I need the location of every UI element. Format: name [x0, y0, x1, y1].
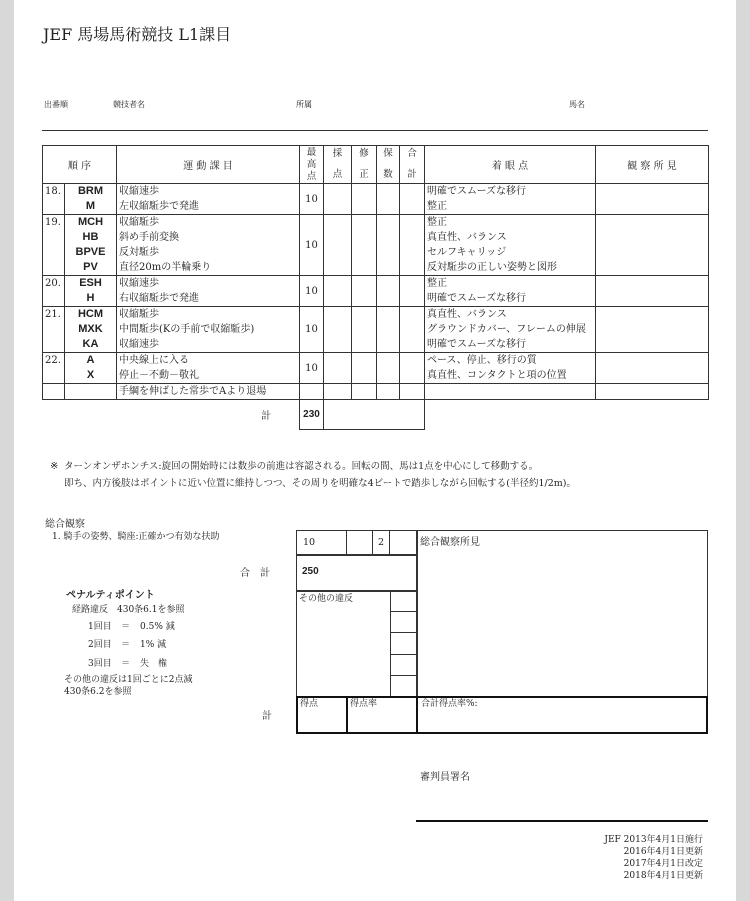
movement-code: HCM — [77, 308, 104, 320]
divider — [390, 590, 391, 697]
movement-text: 右収縮駈歩で発進 — [119, 293, 199, 304]
subtotal-empty-cell — [324, 400, 425, 430]
exit-row — [43, 384, 709, 400]
divider — [390, 654, 416, 655]
note-line-2: 即ち、内方後肢はポイントに近い位置に維持しつつ、その周りを明確な4ビートで踏歩しながら回転する(半径約1/2m)。 — [64, 478, 576, 489]
coefficient-cell — [377, 353, 400, 384]
divider — [390, 611, 416, 612]
revision-history — [604, 834, 703, 882]
header-total: 合 計 — [400, 146, 425, 184]
revision-line: 2016年4月1日更新 — [623, 847, 703, 857]
remarks-cell — [596, 276, 709, 307]
grand-total-label: 合 計 — [240, 568, 270, 579]
grand-total-value: 250 — [302, 566, 319, 577]
max-points: 10 — [300, 307, 324, 353]
divider — [372, 530, 373, 555]
subtotal-label: 計 — [261, 411, 271, 423]
row-number: 21. — [45, 309, 61, 320]
divider — [346, 530, 347, 555]
subtotal-value: 230 — [300, 400, 324, 430]
signature-line — [416, 820, 708, 822]
rider-label: 競技者名 — [113, 100, 145, 109]
movement-text: 斜め手前変換 — [119, 232, 179, 243]
divider — [346, 696, 348, 732]
score-cell — [324, 215, 352, 276]
penalty-1-value: 0.5% 減 — [140, 622, 175, 632]
directive-text: 真直性、コンタクトと項の位置 — [427, 370, 567, 381]
movement-code: PV — [83, 261, 98, 273]
collective-coefficient: 2 — [378, 537, 385, 548]
max-points: 10 — [300, 184, 324, 215]
divider — [389, 530, 390, 555]
row-number: 22. — [45, 355, 61, 366]
correction-cell — [352, 184, 377, 215]
movement-text: 収縮駈歩 — [119, 309, 159, 320]
movement-row-22 — [43, 353, 709, 384]
movement-code: HB — [82, 231, 99, 243]
score-cell — [324, 276, 352, 307]
divider — [416, 696, 418, 732]
header-order: 順 序 — [43, 146, 117, 184]
total-cell — [400, 215, 425, 276]
score-cell — [324, 353, 352, 384]
total-cell — [400, 184, 425, 215]
score-label: 得点 — [300, 699, 319, 709]
revision-line: JEF 2013年4月1日施行 — [604, 835, 703, 845]
directive-text: セルフキャリッジ — [427, 247, 507, 258]
movements-table — [42, 145, 709, 430]
collective-title: 総合観察 — [45, 519, 85, 530]
movement-text: 収縮駈歩 — [119, 217, 159, 228]
right-page-edge — [736, 0, 750, 901]
directive-text: グラウンドカバー、フレームの伸展 — [427, 324, 586, 335]
movement-text: 収縮速歩 — [119, 278, 159, 289]
movement-text: 収縮速歩 — [119, 186, 159, 197]
score-cell — [324, 307, 352, 353]
remarks-cell — [596, 184, 709, 215]
correction-cell — [352, 307, 377, 353]
row-number: 19. — [45, 217, 61, 228]
note-mark: ※ — [50, 461, 59, 472]
header-movement: 運 動 課 目 — [117, 146, 300, 184]
penalty-3-value: 失 権 — [140, 659, 168, 669]
movement-text: 中間駈歩(Kの手前で収縮駈歩) — [119, 324, 255, 335]
movement-text: 中央線上に入る — [119, 355, 189, 366]
subtotal-row — [43, 400, 709, 430]
percentage-label: 得点率 — [350, 699, 378, 709]
penalty-2-eq: ＝ — [121, 640, 131, 650]
movement-code: ESH — [79, 277, 102, 289]
movement-code: A — [86, 354, 95, 366]
movement-row-19 — [43, 215, 709, 276]
revision-line: 2017年4月1日改定 — [623, 859, 703, 869]
other-errors-label: その他の違反 — [299, 594, 354, 604]
header-max: 最 高 点 — [300, 146, 324, 184]
penalty-3-eq: ＝ — [121, 659, 131, 669]
remarks-cell — [596, 307, 709, 353]
header-rule — [42, 130, 708, 131]
other-errors-box — [296, 590, 418, 698]
header-coefficient: 保 数 — [377, 146, 400, 184]
movement-code: MXK — [78, 323, 103, 335]
penalty-2-label: 2回目 — [88, 640, 112, 650]
movement-text: 直径20mの半輪乗り — [119, 262, 212, 273]
directive-text: 整正 — [427, 201, 447, 212]
penalty-3-label: 3回目 — [88, 659, 112, 669]
coefficient-cell — [377, 184, 400, 215]
movement-text: 左収縮駈歩で発進 — [119, 201, 199, 212]
movement-code: BPVE — [75, 246, 106, 258]
penalty-other-2: 430条6.2を参照 — [64, 687, 132, 697]
movement-row-18 — [43, 184, 709, 215]
left-page-edge — [0, 0, 14, 901]
row-number: 18. — [45, 186, 61, 197]
correction-cell — [352, 215, 377, 276]
affiliation-label: 所属 — [296, 100, 312, 109]
coefficient-cell — [377, 307, 400, 353]
note-line-1: ターンオンザホンチス:旋回の開始時には数歩の前進は容認される。回転の間、馬は1点を中心にして移動する。 — [64, 461, 539, 472]
directive-text: 真直性、バランス — [427, 309, 507, 320]
divider — [390, 675, 416, 676]
directive-text: ペース、停止、移行の質 — [427, 355, 537, 366]
movement-text: 反対駈歩 — [119, 247, 159, 258]
max-points: 10 — [300, 276, 324, 307]
directive-text: 整正 — [427, 278, 447, 289]
remarks-cell — [596, 353, 709, 384]
header-score: 採 点 — [324, 146, 352, 184]
judge-signature-label: 審判員署名 — [420, 772, 470, 783]
directive-text: 明確でスムーズな移行 — [427, 339, 526, 350]
correction-cell — [352, 353, 377, 384]
movement-code: H — [86, 292, 95, 304]
exit-text: 手綱を伸ばした常歩でAより退場 — [119, 386, 267, 397]
movement-code: M — [85, 200, 96, 212]
divider — [390, 632, 416, 633]
max-points: 10 — [300, 353, 324, 384]
directive-text: 真直性、バランス — [427, 232, 507, 243]
max-points: 10 — [300, 215, 324, 276]
total-cell — [400, 353, 425, 384]
movement-code: X — [86, 369, 95, 381]
penalty-2-value: 1% 減 — [140, 640, 167, 650]
total-percentage-label: 合計得点率%: — [421, 699, 478, 709]
movement-text: 収縮速歩 — [119, 339, 159, 350]
coefficient-cell — [377, 276, 400, 307]
table-header-row — [43, 146, 709, 184]
row-number: 20. — [45, 278, 61, 289]
header-directive: 着 眼 点 — [425, 146, 596, 184]
total-cell — [400, 307, 425, 353]
penalty-title: ペナルティポイント — [66, 590, 155, 601]
revision-line: 2018年4月1日更新 — [623, 871, 703, 881]
header-correction: 修 正 — [352, 146, 377, 184]
penalty-1-label: 1回目 — [88, 622, 112, 632]
collective-max: 10 — [303, 537, 316, 548]
penalty-1-eq: ＝ — [121, 622, 131, 632]
total-cell — [400, 276, 425, 307]
start-no-label: 出番順 — [44, 100, 68, 109]
directive-text: 明確でスムーズな移行 — [427, 293, 526, 304]
page-title: JEF 馬場馬術競技 L1課目 — [43, 25, 232, 44]
movement-row-20 — [43, 276, 709, 307]
directive-text: 明確でスムーズな移行 — [427, 186, 526, 197]
overall-remarks-label: 総合観察所見 — [420, 537, 480, 548]
score-cell — [324, 184, 352, 215]
collective-item: 1. 騎手の姿勢、騎座:正確かつ有効な扶助 — [52, 532, 220, 542]
header-remarks: 観 察 所 見 — [596, 146, 709, 184]
movement-row-21 — [43, 307, 709, 353]
directive-text: 整正 — [427, 217, 447, 228]
overall-remarks-box — [416, 530, 708, 698]
movement-text: 停止－不動－敬礼 — [119, 370, 199, 381]
movement-code: KA — [82, 338, 99, 350]
remarks-cell — [596, 215, 709, 276]
correction-cell — [352, 276, 377, 307]
horse-label: 馬名 — [569, 100, 585, 109]
coefficient-cell — [377, 215, 400, 276]
penalty-other-1: その他の違反は1回ごとに2点減 — [64, 675, 193, 685]
movement-code: MCH — [77, 216, 104, 228]
final-sum-label: 計 — [262, 711, 272, 722]
penalty-route: 経路違反 430条6.1を参照 — [72, 605, 185, 615]
movement-code: BRM — [77, 185, 104, 197]
directive-text: 反対駈歩の正しい姿勢と図形 — [427, 262, 557, 273]
